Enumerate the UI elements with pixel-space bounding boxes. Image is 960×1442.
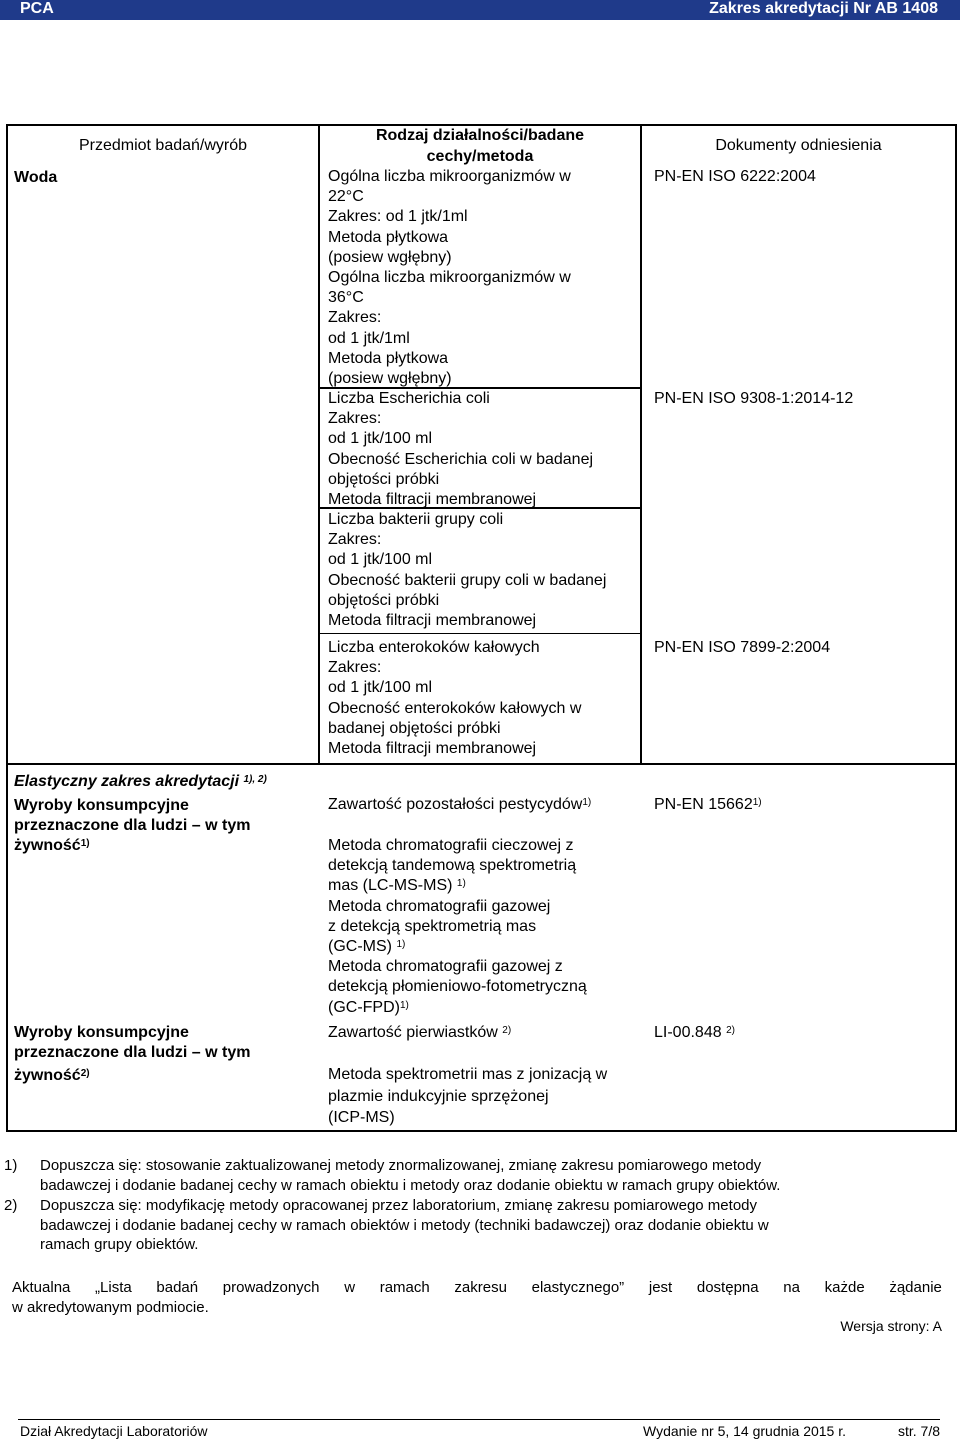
- footnote-2-number: 2): [4, 1197, 18, 1214]
- column-header-subject: Przedmiot badań/wyrób: [78, 137, 248, 154]
- column-header-activity: Rodzaj działalności/badane: [375, 127, 585, 144]
- flex-subject-2: Wyroby konsumpcyjne przeznaczone dla ludzi – w tym żywność$^{2)}$: [14, 1024, 251, 1085]
- flex-document-ref-2: LI-00.848 $^{2)}$: [654, 1024, 735, 1041]
- subject-woda: Woda: [14, 169, 58, 186]
- method-cell-1: Ogólna liczba mikroorganizmów w 22°C Zakres: od 1 jtk/1ml Metoda płytkowa (posiew wgłębny) Ogólna liczba mikroorganizmów w 36°C Zakres: od 1 jtk/1ml Metoda płytkowa (posiew wgłębny): [328, 168, 571, 388]
- flex-document-ref-1: PN-EN 15662$^{1)}$: [654, 796, 762, 813]
- availability-note-line1: Aktualna „Lista badań prowadzonych w ramach zakresu elastycznego” jest dostępna na każde żądanie: [12, 1279, 942, 1296]
- page-header-bar: [0, 0, 960, 20]
- footer-left: Dział Akredytacji Laboratoriów: [20, 1423, 208, 1439]
- footer-edition: Wydanie nr 5, 14 grudnia 2015 r.: [643, 1423, 847, 1439]
- flex-method-title-2: Zawartość pierwiastków $^{2)}$: [328, 1024, 512, 1041]
- flex-method-title-1: Zawartość pozostałości pestycydów$^{1)}$: [328, 796, 592, 813]
- flex-method-cell-2: Metoda spektrometrii mas z jonizacją w plazmie indukcyjnie sprzężonej (ICP-MS): [328, 1066, 608, 1126]
- flex-subject-1: Wyroby konsumpcyjne przeznaczone dla ludzi – w tym żywność$^{1)}$: [14, 797, 251, 855]
- document-ref-2: PN-EN ISO 9308-1:2014-12: [654, 390, 854, 407]
- method-cell-4: Liczba enterokoków kałowych Zakres: od 1 jtk/100 ml Obecność enterokoków kałowych w badanej objętości próbki Metoda filtracji membranowej: [328, 639, 582, 758]
- flex-scope-title: Elastyczny zakres akredytacji $^{1), 2)}$: [14, 773, 267, 790]
- availability-note-line2: w akredytowanym podmiocie.: [12, 1299, 209, 1316]
- header-right: Zakres akredytacji Nr AB 1408: [709, 0, 938, 17]
- document-ref-4: PN-EN ISO 7899-2:2004: [654, 639, 831, 656]
- flex-method-cell-1: Metoda chromatografii cieczowej z detekcją tandemową spektrometrią mas (LC-MS-MS) $^{1)}$ Metoda chromatografii gazowej z detekcją spektrometrią mas (GC-MS) $^{1)}$ Metoda chromatografii gazowej z detekcją płomieniowo-fotometryczną $(GC-FPD)^{1)}$: [328, 837, 587, 1016]
- page-version: Wersja strony: A: [840, 1318, 942, 1334]
- footnote-1-number: 1): [4, 1157, 18, 1174]
- footnote-2-text: Dopuszcza się: modyfikację metody opracowanej przez laboratorium, zmianę zakresu pomiarowego metody badawczej i dodanie badanej cechy w ramach obiektów i metody (techniki badawczej) oraz dodanie obiektu w ramach grupy obiektów.: [40, 1197, 769, 1254]
- footnote-1-text: Dopuszcza się: stosowanie zaktualizowanej metody znormalizowanej, zmianę zakresu pomiarowego metody badawczej i dodanie badanej cechy w ramach obiektu i metody oraz dodanie obiektu w ramach grupy obiektów.: [40, 1157, 781, 1194]
- method-cell-2: Liczba Escherichia coli Zakres: od 1 jtk/100 ml Obecność Escherichia coli w badanej objętości próbki Metoda filtracji membranowej: [328, 390, 594, 509]
- footer-rule: [18, 1419, 940, 1420]
- footer-page-number: str. 7/8: [897, 1423, 940, 1439]
- header-left: PCA: [20, 0, 54, 17]
- method-cell-3: Liczba bakterii grupy coli Zakres: od 1 jtk/100 ml Obecność bakterii grupy coli w badanej objętości próbki Metoda filtracji membranowej: [328, 511, 607, 630]
- column-header-documents: Dokumenty odniesienia: [715, 137, 882, 154]
- column-header-method: cechy/metoda: [426, 148, 534, 165]
- document-ref-1: PN-EN ISO 6222:2004: [654, 168, 816, 185]
